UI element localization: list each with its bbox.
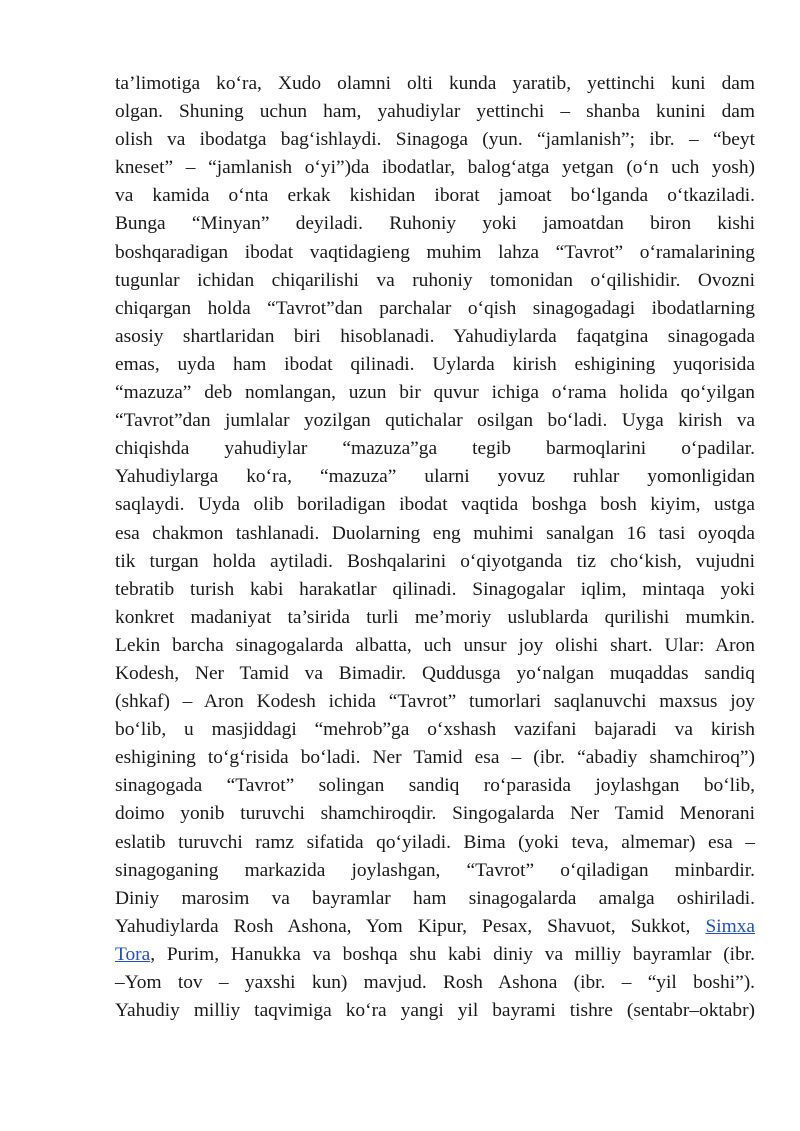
text-line: asosiy shartlaridan biri hisoblanadi. Yahudiylarda faqatgina sinagogada — [115, 325, 755, 347]
text-line: chiqishda yahudiylar “mazuza”ga tegib barmoqlarini o‘padilar. — [115, 438, 755, 460]
text-line-33: –Yom tov – yaxshi kun) mavjud. Rosh Ashona (ibr. – “yil boshi”). — [115, 972, 755, 993]
text-line-31-text: Yahudiylarda Rosh Ashona, Yom Kipur, Pesax, Shavuot, Sukkot, — [115, 915, 691, 937]
text-line: sinagoganing markazida joylashgan, “Tavrot” o‘qiladigan minbardir. — [115, 859, 755, 881]
text-line: tugunlar ichidan chiqarilishi va ruhoniy tomonidan o‘qilishidir. Ovozni — [115, 269, 755, 291]
text-line: ta’limotiga ko‘ra, Xudo olamni olti kunda yaratib, yettinchi kuni dam — [115, 73, 755, 94]
text-line-31 — [115, 913, 755, 941]
text-line-34: Yahudiy milliy taqvimiga ko‘ra yangi yil bayrami tishre (sentabr–oktabr) — [115, 1000, 755, 1022]
text-line: Bunga “Minyan” deyiladi. Ruhoniy yoki jamoatdan biron kishi — [115, 213, 755, 235]
text-line: tik turgan holda aytiladi. Boshqalarini o‘qiyotganda tiz cho‘kish, vujudni — [115, 550, 755, 572]
text-line: esa chakmon tashlanadi. Duolarning eng muhimi sanalgan 16 tasi oyoqda — [115, 522, 755, 544]
text-line-32 — [115, 941, 755, 969]
text-line: “mazuza” deb nomlangan, uzun bir quvur ichiga o‘rama holida qo‘yilgan — [115, 382, 755, 404]
text-line: eslatib turuvchi ramz sifatida qo‘yiladi. Bima (yoki teva, almemar) esa – — [115, 831, 755, 853]
text-line: bo‘lib, u masjiddagi “mehrob”ga o‘xshash vazifani bajaradi va kirish — [115, 719, 755, 741]
document-page — [115, 70, 755, 1025]
text-line: olgan. Shuning uchun ham, yahudiylar yettinchi – shanba kunini dam — [115, 101, 755, 123]
text-line: eshigining to‘g‘risida bo‘ladi. Ner Tamid esa – (ibr. “abadiy shamchiroq”) — [115, 747, 755, 769]
text-line: Diniy marosim va bayramlar ham sinagogalarda amalga oshiriladi. — [115, 887, 755, 909]
text-line: Yahudiylarga ko‘ra, “mazuza” ularni yovuz ruhlar yomonligidan — [115, 466, 755, 488]
text-line: chiqargan holda “Tavrot”dan parchalar o‘qish sinagogadagi ibodatlarning — [115, 297, 755, 319]
text-line: Kodesh, Ner Tamid va Bimadir. Quddusga yo‘nalgan muqaddas sandiq — [115, 662, 755, 684]
text-line: Lekin barcha sinagogalarda albatta, uch unsur joy olishi shart. Ular: Aron — [115, 634, 755, 656]
text-line-32-text: , Purim, Hanukka va boshqa shu kabi diniy va milliy bayramlar (ibr. — [150, 943, 755, 965]
text-line: olish va ibodatga bag‘ishlaydi. Sinagoga (yun. “jamlanish”; ibr. – “beyt — [115, 129, 755, 151]
text-line: emas, uyda ham ibodat qilinadi. Uylarda kirish eshigining yuqorisida — [115, 353, 755, 375]
text-line: tebratib turish kabi harakatlar qilinadi. Sinagogalar iqlim, mintaqa yoki — [115, 578, 755, 600]
text-line: boshqaradigan ibodat vaqtidagieng muhim lahza “Tavrot” o‘ramalarining — [115, 241, 755, 263]
text-line: “Tavrot”dan jumlalar yozilgan qutichalar osilgan bo‘ladi. Uyga kirish va — [115, 410, 755, 432]
text-line: va kamida o‘nta erkak kishidan iborat jamoat bo‘lganda o‘tkaziladi. — [115, 185, 755, 207]
text-line: kneset” – “jamlanish o‘yi”)da ibodatlar, balog‘atga yetgan (o‘n uch yosh) — [115, 157, 755, 179]
text-line: saqlaydi. Uyda olib boriladigan ibodat vaqtida boshga bosh kiyim, ustga — [115, 494, 755, 516]
link-simxa-tora-continued[interactable]: Tora — [115, 943, 151, 965]
body-text — [115, 70, 755, 913]
text-line: doimo yonib turuvchi shamchiroqdir. Singogalarda Ner Tamid Menorani — [115, 803, 755, 825]
text-line: sinagogada “Tavrot” solingan sandiq ro‘parasida joylashgan bo‘lib, — [115, 775, 755, 797]
text-line: konkret madaniyat ta’sirida turli me’moriy uslublarda qurilishi mumkin. — [115, 606, 755, 628]
link-simxa-tora[interactable]: Simxa — [705, 915, 755, 937]
text-line: (shkaf) – Aron Kodesh ichida “Tavrot” tumorlari saqlanuvchi maxsus joy — [115, 691, 755, 713]
